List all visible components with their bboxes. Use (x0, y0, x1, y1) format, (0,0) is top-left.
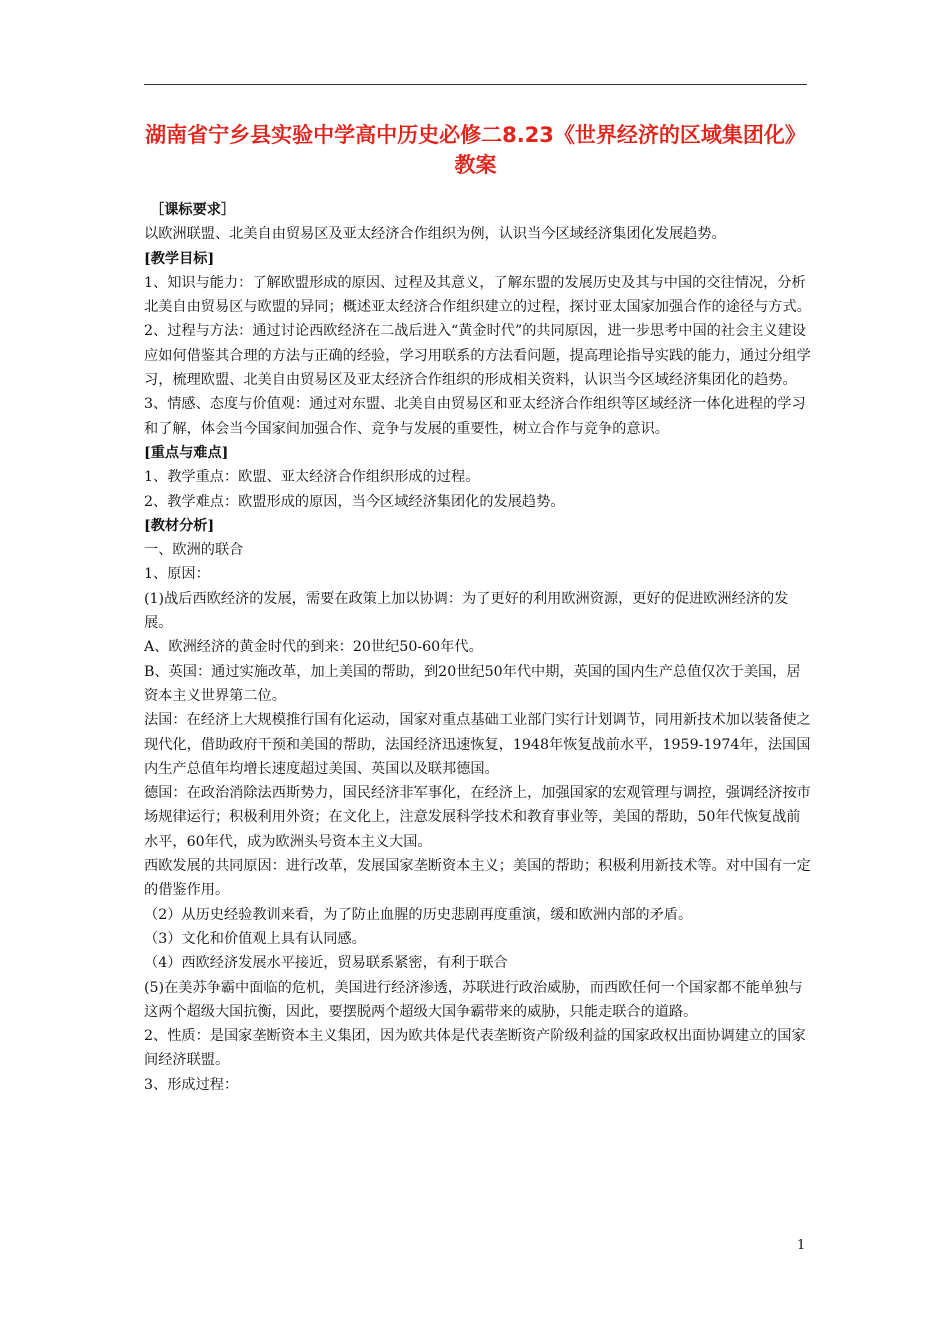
paragraph: 法国：在经济上大规模推行国有化运动，国家对重点基础工业部门实行计划调节，同用新技术加以装备使之现代化，借助政府干预和美国的帮助，法国经济迅速恢复，1948年恢复战前水平，1959-1974年，法国国内生产总值年均增长速度超过美国、英国以及联邦德国。 (144, 712, 811, 777)
paragraph: (1)战后西欧经济的发展，需要在政策上加以协调：为了更好的利用欧洲资源，更好的促进欧洲经济的发展。 (144, 590, 789, 632)
paragraph: 一、欧洲的联合 (144, 542, 244, 559)
paragraph: 2、性质：是国家垄断资本主义集团，因为欧共体是代表垄断资产阶级利益的国家政权出面协调建立的国家间经济联盟。 (144, 1028, 806, 1069)
paragraph: 1、原因： (144, 566, 210, 583)
paragraph: 西欧发展的共同原因：进行改革，发展国家垄断资本主义；美国的帮助；积极利用新技术等。对中国有一定的借鉴作用。 (144, 858, 811, 899)
paragraph: A、欧洲经济的黄金时代的到来：20世纪50-60年代。 (144, 639, 483, 656)
document-body (144, 198, 814, 1097)
paragraph: 1、知识与能力：了解欧盟形成的原因、过程及其意义，了解东盟的发展历史及其与中国的交往情况，分析北美自由贸易区与欧盟的异同；概述亚太经济合作组织建立的过程，探讨亚太国家加强合作的途径与方式。 (144, 274, 811, 316)
paragraph: 2、教学难点：欧盟形成的原因，当今区域经济集团化的发展趋势。 (144, 493, 565, 510)
paragraph: 以欧洲联盟、北美自由贸易区及亚太经济合作组织为例，认识当今区域经济集团化发展趋势。 (144, 226, 726, 243)
paragraph: （2）从历史经验教训来看，为了防止血腥的历史悲剧再度重演，缓和欧洲内部的矛盾。 (144, 906, 693, 923)
paragraph: 3、情感、态度与价值观：通过对东盟、北美自由贸易区和亚太经济合作组织等区域经济一体化进程的学习和了解，体会当今国家间加强合作、竞争与发展的重要性，树立合作与竞争的意识。 (144, 396, 806, 437)
paragraph: （4）西欧经济发展水平接近，贸易联系紧密，有利于联合 (144, 955, 508, 972)
paragraph: B、英国：通过实施改革，加上美国的帮助，到20世纪50年代中期，英国的国内生产总值仅次于美国，居资本主义世界第二位。 (144, 663, 801, 704)
header-rule (144, 84, 807, 85)
section-heading: [教材分析] (144, 517, 215, 534)
section-heading: [教学目标] (144, 250, 215, 267)
section-heading: [重点与难点] (144, 444, 229, 461)
page-number: 1 (797, 1238, 806, 1253)
paragraph: 1、教学重点：欧盟、亚太经济合作组织形成的过程。 (144, 469, 480, 486)
paragraph: 德国：在政治消除法西斯势力，国民经济非军事化，在经济上，加强国家的宏观管理与调控，强调经济按市场规律运行；积极利用外资；在文化上，注意发展科学技术和教育事业等，美国的帮助，50年代恢复战前水平，60年代，成为欧洲头号资本主义大国。 (144, 785, 811, 850)
document-title: 湖南省宁乡县实验中学高中历史必修二8.23《世界经济的区域集团化》教案 (145, 123, 806, 177)
paragraph: 3、形成过程： (144, 1076, 239, 1093)
section-heading: ［课标要求］ (150, 202, 236, 218)
paragraph: (5)在美苏争霸中面临的危机，美国进行经济渗透，苏联进行政治威胁，而西欧任何一个国家都不能单独与这两个超级大国抗衡，因此，要摆脱两个超级大国争霸带来的威胁，只能走联合的道路。 (144, 979, 803, 1020)
paragraph: 2、过程与方法：通过讨论西欧经济在二战后进入“黄金时代”的共同原因，进一步思考中国的社会主义建设应如何借鉴其合理的方法与正确的经验，学习用联系的方法看问题，提高理论指导实践的能力，通过分组学习，梳理欧盟、北美自由贸易区及亚太经济合作组织的形成相关资料，认识当今区域经济集团化的趋势。 (144, 323, 811, 389)
paragraph: （3）文化和价值观上具有认同感。 (144, 930, 366, 947)
